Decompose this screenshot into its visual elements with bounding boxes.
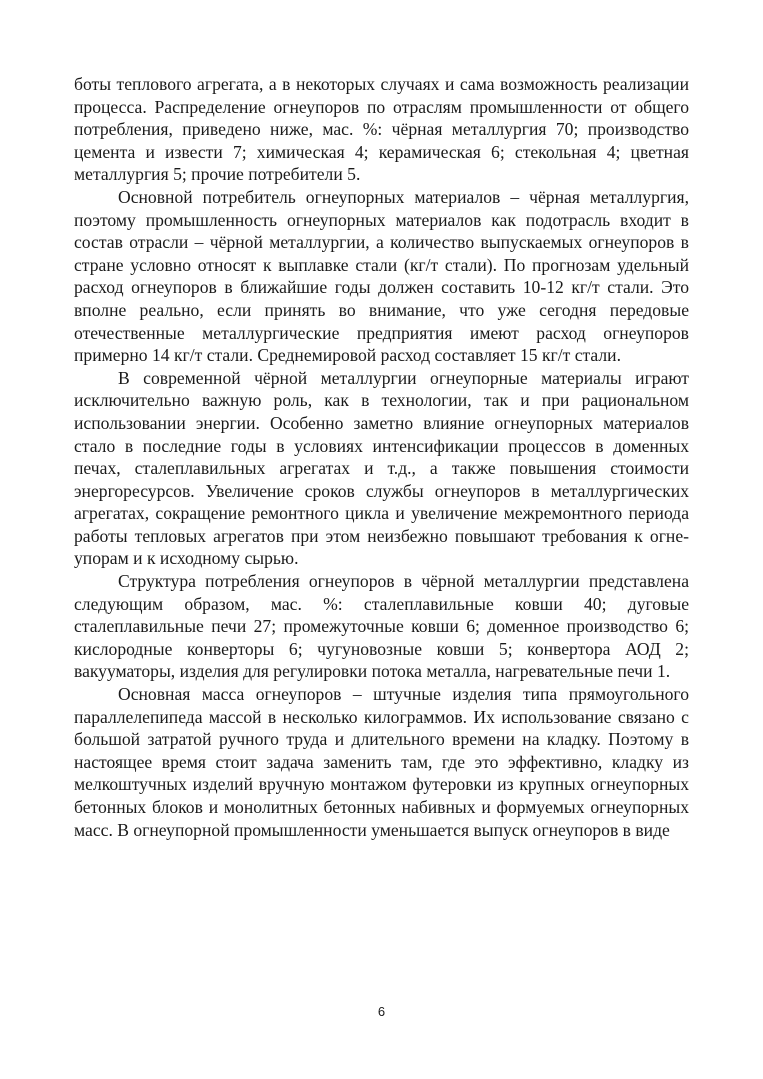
paragraph-2: Основной потребитель огнеупорных материалов – чёрная металлургия, поэтому промышленность огнеупорных материалов как подотрасль входит в состав отрасли – чёрной металлургии, а количество выпускаемых огнеупоров в стране условно относят к выплавке стали (кг/т стали). По прогнозам удельный расход огнеупоров в ближайшие годы должен составить 10-12 кг/т стали. Это вполне реально, если принять во внимание, что уже сегодня передовые отечественные металлургические предприятия имеют расход огнеупоров примерно 14 кг/т стали. Среднемировой расход составляет 15 кг/т стали. [74,186,689,366]
page-number: 6 [377,1004,386,1019]
paragraph-4: Структура потребления огнеупоров в чёрной металлургии представлена следующим образом, мас. %: сталеплавильные ковши 40; дуговые сталеплавильные печи 27; промежуточные ковши 6; доменное производство 6; кислородные конверторы 6; чугуновозные ковши 5; конвертора АОД 2; вакууматоры, изделия для регулировки потока металла, нагревательные печи 1. [74,571,689,682]
paragraph-5: Основная масса огнеупоров – штучные изделия типа прямоугольного параллелепипеда массой в несколько килограммов. Их использование связано с большой затратой ручного труда и длительного времени на кладку. Поэтому в настоящее время стоит задача заменить там, где это эффективно, кладку из мелкоштучных изделий вручную монтажом футеровки из крупных огнеупорных бетонных блоков и монолитных бетонных набивных и формуемых огнеупорных масс. В огнеупорной промышленности уменьшается выпуск огнеупоров в виде [74,684,689,840]
paragraph-3: В современной чёрной металлургии огнеупорные материалы играют исключительно важную роль, как в технологии, так и при рациональном использовании энергии. Особенно заметно влияние огнеупорных материалов стало в последние годы в условиях интенсификации процессов в доменных печах, сталеплавильных агрегатах и т.д., а также повышения стоимости энергоресурсов. Увеличение сроков службы огнеупоров в металлургических агрегатах, сокращение ремонтного цикла и увеличение межремонтного периода работы тепловых агрегатов при этом неизбежно повышают требования к огнеупорам и к исходному сырью. [74,367,689,569]
body-text [74,73,689,841]
paragraph-1-continuation: боты теплового агрегата, а в некоторых случаях и сама возможность реализации процесса. Распределение огнеупоров по отраслям промышленности от общего потребления, приведено ниже, мас. %: чёрная металлургия 70; производство цемента и извести 7; химическая 4; керамическая 6; стекольная 4; цветная металлургия 5; прочие потребители 5. [74,74,689,185]
